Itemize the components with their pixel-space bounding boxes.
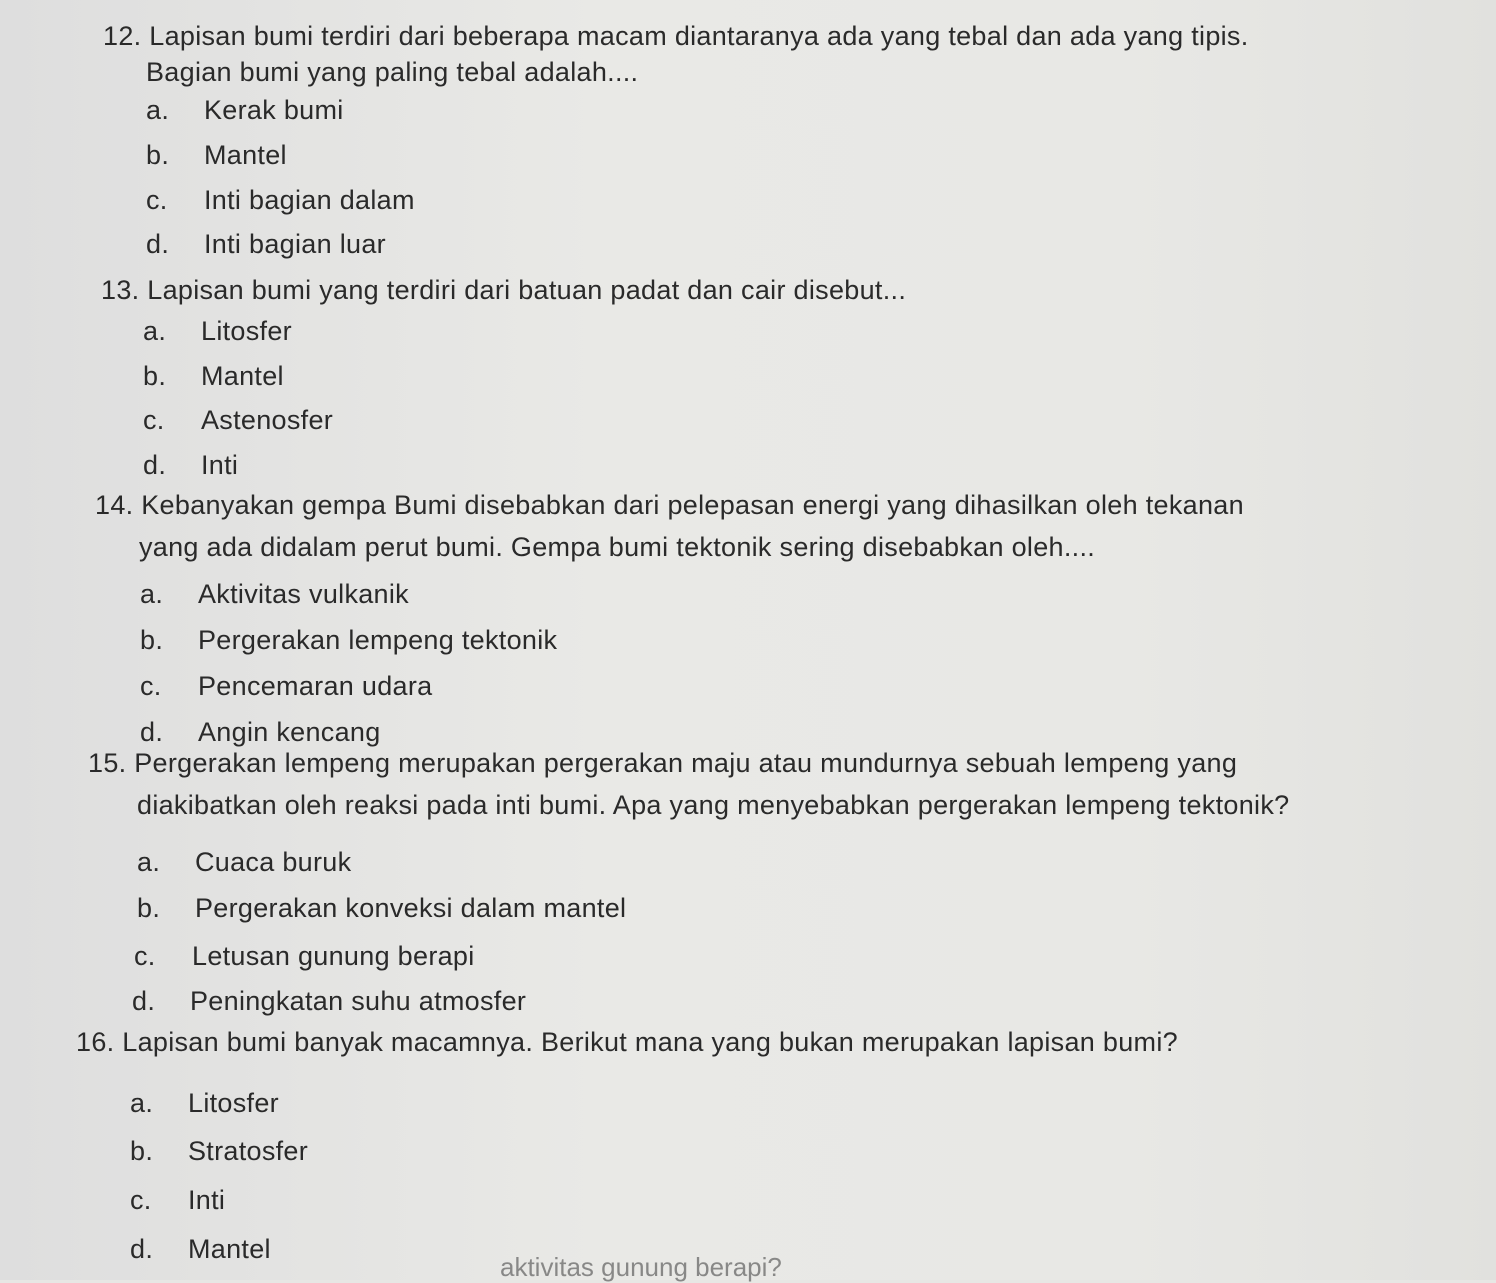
option-letter: b. <box>146 140 170 170</box>
option-12d <box>146 226 386 262</box>
option-letter: d. <box>146 229 170 259</box>
option-13d <box>143 447 238 483</box>
question-text-line: Lapisan bumi yang terdiri dari batuan padat dan cair disebut... <box>147 275 907 305</box>
option-text: Kerak bumi <box>204 95 344 125</box>
option-14a <box>140 576 409 612</box>
footer-partial-text: aktivitas gunung berapi? <box>500 1252 782 1282</box>
option-letter: a. <box>146 95 170 125</box>
option-text: Inti <box>201 450 239 480</box>
option-letter: d. <box>140 717 164 747</box>
option-letter: d. <box>130 1234 154 1264</box>
option-13c <box>143 402 333 438</box>
option-text: Inti bagian luar <box>204 229 386 259</box>
option-12c <box>146 182 415 218</box>
question-16 <box>76 1024 1178 1060</box>
option-text: Pergerakan konveksi dalam mantel <box>195 893 627 923</box>
option-text: Pencemaran udara <box>198 671 433 701</box>
option-letter: d. <box>132 986 156 1016</box>
option-text: Letusan gunung berapi <box>192 941 475 971</box>
question-text-line: Bagian bumi yang paling tebal adalah.... <box>146 57 639 87</box>
option-16c <box>130 1182 225 1218</box>
question-number: 16. <box>76 1027 115 1057</box>
option-letter: b. <box>143 361 167 391</box>
option-13b <box>143 358 284 394</box>
question-12 <box>103 18 1249 90</box>
question-text-line: Lapisan bumi banyak macamnya. Berikut mana yang bukan merupakan lapisan bumi? <box>122 1027 1178 1057</box>
option-16b <box>130 1133 308 1169</box>
question-text-line: diakibatkan oleh reaksi pada inti bumi. Apa yang menyebabkan pergerakan lempeng tektonik? <box>137 790 1290 820</box>
option-text: Inti bagian dalam <box>204 185 415 215</box>
option-text: Astenosfer <box>201 405 334 435</box>
question-number: 12. <box>103 21 142 51</box>
option-text: Peningkatan suhu atmosfer <box>190 986 527 1016</box>
option-text: Aktivitas vulkanik <box>198 579 409 609</box>
option-letter: d. <box>143 450 167 480</box>
option-12b <box>146 137 287 173</box>
option-text: Mantel <box>201 361 284 391</box>
option-letter: b. <box>137 893 161 923</box>
option-letter: c. <box>134 941 156 971</box>
option-letter: b. <box>130 1136 154 1166</box>
question-text-line: yang ada didalam perut bumi. Gempa bumi tektonik sering disebabkan oleh.... <box>139 532 1096 562</box>
option-15d <box>132 983 526 1019</box>
option-letter: c. <box>130 1185 152 1215</box>
question-15 <box>88 742 1289 826</box>
option-text: Stratosfer <box>188 1136 309 1166</box>
option-15c <box>134 938 475 974</box>
option-15b <box>137 890 626 926</box>
option-14c <box>140 668 432 704</box>
option-14b <box>140 622 557 658</box>
option-letter: a. <box>130 1088 154 1118</box>
option-text: Litosfer <box>188 1088 279 1118</box>
option-text: Mantel <box>188 1234 271 1264</box>
option-letter: c. <box>140 671 162 701</box>
option-text: Litosfer <box>201 316 292 346</box>
question-14 <box>95 484 1244 568</box>
option-12a <box>146 92 344 128</box>
option-letter: a. <box>140 579 164 609</box>
option-text: Angin kencang <box>198 717 381 747</box>
question-number: 13. <box>101 275 140 305</box>
option-16d <box>130 1231 271 1267</box>
option-text: Cuaca buruk <box>195 847 352 877</box>
question-text-line: Kebanyakan gempa Bumi disebabkan dari pelepasan energi yang dihasilkan oleh tekanan <box>141 490 1244 520</box>
question-13 <box>101 272 906 308</box>
option-text: Mantel <box>204 140 287 170</box>
option-letter: c. <box>143 405 165 435</box>
question-number: 15. <box>88 748 127 778</box>
option-letter: a. <box>137 847 161 877</box>
option-text: Inti <box>188 1185 226 1215</box>
option-15a <box>137 844 351 880</box>
question-text-line: Pergerakan lempeng merupakan pergerakan maju atau mundurnya sebuah lempeng yang <box>134 748 1238 778</box>
option-letter: c. <box>146 185 168 215</box>
option-13a <box>143 313 292 349</box>
option-letter: b. <box>140 625 164 655</box>
question-number: 14. <box>95 490 134 520</box>
option-16a <box>130 1085 279 1121</box>
question-text-line: Lapisan bumi terdiri dari beberapa macam diantaranya ada yang tebal dan ada yang tipis. <box>149 21 1249 51</box>
option-letter: a. <box>143 316 167 346</box>
option-text: Pergerakan lempeng tektonik <box>198 625 558 655</box>
